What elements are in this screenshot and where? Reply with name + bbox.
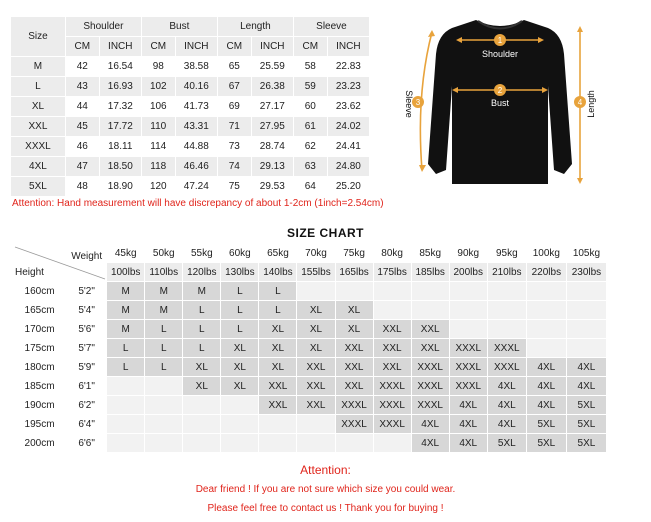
height-cm: 170cm bbox=[13, 320, 67, 339]
size-name: 5XL bbox=[11, 177, 66, 197]
size-cell bbox=[566, 282, 606, 301]
weight-kg-header: 90kg bbox=[449, 244, 487, 263]
weight-kg-header: 105kg bbox=[566, 244, 606, 263]
size-cell bbox=[566, 339, 606, 358]
size-cell: M bbox=[107, 282, 145, 301]
measure-value: 27.95 bbox=[251, 117, 293, 137]
measure-value: 25.20 bbox=[327, 177, 369, 197]
unit-header: CM bbox=[65, 37, 99, 57]
measure-value: 118 bbox=[141, 157, 175, 177]
unit-header: INCH bbox=[327, 37, 369, 57]
size-cell: XL bbox=[297, 320, 335, 339]
size-name: 4XL bbox=[11, 157, 66, 177]
size-cell: 4XL bbox=[526, 358, 566, 377]
size-cell bbox=[259, 434, 297, 453]
weight-kg-header: 70kg bbox=[297, 244, 335, 263]
size-cell bbox=[107, 434, 145, 453]
size-cell: XXL bbox=[335, 358, 373, 377]
weight-lbs-header: 220lbs bbox=[526, 263, 566, 282]
size-name: M bbox=[11, 57, 66, 77]
chart-row bbox=[13, 377, 607, 396]
size-cell: XXL bbox=[297, 377, 335, 396]
height-cm: 165cm bbox=[13, 301, 67, 320]
measure-value: 62 bbox=[293, 137, 327, 157]
measure-value: 22.83 bbox=[327, 57, 369, 77]
measure-value: 63 bbox=[293, 157, 327, 177]
size-cell: XXL bbox=[411, 320, 449, 339]
size-name: XXXL bbox=[11, 137, 66, 157]
bust-label: Bust bbox=[490, 98, 510, 108]
chart-row bbox=[13, 282, 607, 301]
size-cell: XXXL bbox=[335, 396, 373, 415]
size-cell bbox=[145, 434, 183, 453]
size-cell bbox=[221, 434, 259, 453]
size-cell bbox=[183, 434, 221, 453]
size-cell: L bbox=[107, 358, 145, 377]
height-ft: 5'7" bbox=[67, 339, 107, 358]
size-cell bbox=[145, 415, 183, 434]
size-cell: L bbox=[183, 339, 221, 358]
height-ft: 5'6" bbox=[67, 320, 107, 339]
sleeve-number: 3 bbox=[415, 98, 421, 107]
measure-value: 114 bbox=[141, 137, 175, 157]
size-cell: XXXL bbox=[449, 358, 487, 377]
length-arrow bbox=[574, 26, 596, 184]
size-cell bbox=[566, 320, 606, 339]
weight-lbs-header: 110lbs bbox=[145, 263, 183, 282]
chart-row bbox=[13, 415, 607, 434]
measure-row bbox=[11, 157, 370, 177]
weight-lbs-header: 175lbs bbox=[373, 263, 411, 282]
unit-header: INCH bbox=[99, 37, 141, 57]
size-cell: M bbox=[145, 301, 183, 320]
measure-value: 58 bbox=[293, 57, 327, 77]
height-ft: 6'1" bbox=[67, 377, 107, 396]
height-ft: 5'9" bbox=[67, 358, 107, 377]
size-cell: 5XL bbox=[526, 415, 566, 434]
size-cell: L bbox=[221, 301, 259, 320]
measure-value: 44.88 bbox=[175, 137, 217, 157]
weight-lbs-header: 155lbs bbox=[297, 263, 335, 282]
size-cell: XL bbox=[259, 339, 297, 358]
weight-kg-header: 65kg bbox=[259, 244, 297, 263]
size-cell: XXL bbox=[373, 320, 411, 339]
measure-value: 17.72 bbox=[99, 117, 141, 137]
measure-value: 47 bbox=[65, 157, 99, 177]
measure-value: 23.23 bbox=[327, 77, 369, 97]
measure-value: 27.17 bbox=[251, 97, 293, 117]
size-cell: 4XL bbox=[566, 377, 606, 396]
measure-value: 40.16 bbox=[175, 77, 217, 97]
weight-lbs-header: 200lbs bbox=[449, 263, 487, 282]
chart-corner bbox=[13, 244, 107, 282]
measure-value: 44 bbox=[65, 97, 99, 117]
measure-group-length: Length bbox=[217, 17, 293, 37]
measure-value: 18.11 bbox=[99, 137, 141, 157]
measure-value: 67 bbox=[217, 77, 251, 97]
weight-lbs-header: 210lbs bbox=[487, 263, 526, 282]
unit-header: CM bbox=[293, 37, 327, 57]
size-cell: XXL bbox=[373, 339, 411, 358]
chart-kg-row bbox=[13, 244, 607, 263]
measure-value: 41.73 bbox=[175, 97, 217, 117]
size-cell bbox=[297, 415, 335, 434]
size-cell: 4XL bbox=[487, 415, 526, 434]
size-cell: M bbox=[107, 301, 145, 320]
weight-kg-header: 55kg bbox=[183, 244, 221, 263]
footer-line-2: Please feel free to contact us ! Thank you for buying ! bbox=[207, 503, 444, 514]
size-cell: L bbox=[221, 282, 259, 301]
height-ft: 5'4" bbox=[67, 301, 107, 320]
weight-kg-header: 80kg bbox=[373, 244, 411, 263]
size-cell bbox=[221, 396, 259, 415]
size-cell: XL bbox=[335, 301, 373, 320]
size-cell: XL bbox=[259, 320, 297, 339]
size-cell bbox=[259, 415, 297, 434]
size-cell: XXL bbox=[373, 358, 411, 377]
size-cell bbox=[373, 434, 411, 453]
size-cell: 4XL bbox=[487, 396, 526, 415]
weight-kg-header: 75kg bbox=[335, 244, 373, 263]
weight-lbs-header: 100lbs bbox=[107, 263, 145, 282]
size-cell: M bbox=[107, 320, 145, 339]
measure-value: 73 bbox=[217, 137, 251, 157]
measure-value: 47.24 bbox=[175, 177, 217, 197]
size-cell: XXXL bbox=[449, 339, 487, 358]
measure-value: 60 bbox=[293, 97, 327, 117]
size-header: Size bbox=[11, 17, 66, 57]
size-name: L bbox=[11, 77, 66, 97]
measure-value: 28.74 bbox=[251, 137, 293, 157]
size-cell: 4XL bbox=[449, 396, 487, 415]
size-cell: XXL bbox=[335, 339, 373, 358]
size-cell: M bbox=[145, 282, 183, 301]
size-cell bbox=[373, 282, 411, 301]
size-cell: XXXL bbox=[373, 377, 411, 396]
measure-value: 64 bbox=[293, 177, 327, 197]
measure-value: 29.53 bbox=[251, 177, 293, 197]
weight-kg-header: 45kg bbox=[107, 244, 145, 263]
chart-row bbox=[13, 434, 607, 453]
size-cell: XL bbox=[297, 339, 335, 358]
measure-value: 110 bbox=[141, 117, 175, 137]
size-cell bbox=[449, 301, 487, 320]
sleeve-label: Sleeve bbox=[404, 90, 414, 118]
height-cm: 160cm bbox=[13, 282, 67, 301]
measure-value: 43.31 bbox=[175, 117, 217, 137]
size-cell: XXL bbox=[259, 396, 297, 415]
size-cell: 5XL bbox=[566, 396, 606, 415]
weight-lbs-header: 120lbs bbox=[183, 263, 221, 282]
size-cell bbox=[566, 301, 606, 320]
size-cell bbox=[297, 434, 335, 453]
height-axis-label: Height bbox=[15, 266, 44, 278]
height-ft: 6'2" bbox=[67, 396, 107, 415]
size-cell: L bbox=[183, 320, 221, 339]
size-cell bbox=[221, 415, 259, 434]
size-cell: L bbox=[221, 320, 259, 339]
size-cell: L bbox=[145, 339, 183, 358]
size-cell bbox=[487, 301, 526, 320]
size-cell: L bbox=[145, 358, 183, 377]
size-cell bbox=[449, 282, 487, 301]
measure-value: 24.41 bbox=[327, 137, 369, 157]
measure-value: 16.54 bbox=[99, 57, 141, 77]
size-cell: XXL bbox=[297, 358, 335, 377]
size-cell: 5XL bbox=[526, 434, 566, 453]
measure-value: 25.59 bbox=[251, 57, 293, 77]
size-cell bbox=[297, 282, 335, 301]
size-cell bbox=[107, 396, 145, 415]
size-cell: XXL bbox=[335, 377, 373, 396]
unit-header: INCH bbox=[251, 37, 293, 57]
size-cell bbox=[145, 396, 183, 415]
size-cell bbox=[183, 415, 221, 434]
size-cell: XL bbox=[335, 320, 373, 339]
size-cell: 5XL bbox=[566, 434, 606, 453]
size-cell: XL bbox=[259, 358, 297, 377]
size-cell: L bbox=[183, 301, 221, 320]
weight-lbs-header: 185lbs bbox=[411, 263, 449, 282]
size-cell bbox=[335, 434, 373, 453]
measure-value: 74 bbox=[217, 157, 251, 177]
chart-row bbox=[13, 339, 607, 358]
size-cell: XL bbox=[221, 377, 259, 396]
size-cell: 4XL bbox=[487, 377, 526, 396]
size-cell bbox=[526, 320, 566, 339]
size-cell bbox=[335, 282, 373, 301]
size-cell: XXXL bbox=[411, 396, 449, 415]
weight-kg-header: 85kg bbox=[411, 244, 449, 263]
shoulder-label: Shoulder bbox=[481, 49, 519, 59]
weight-kg-header: 100kg bbox=[526, 244, 566, 263]
size-cell: M bbox=[183, 282, 221, 301]
weight-kg-header: 50kg bbox=[145, 244, 183, 263]
size-cell: 4XL bbox=[449, 415, 487, 434]
measure-value: 71 bbox=[217, 117, 251, 137]
measure-value: 29.13 bbox=[251, 157, 293, 177]
size-name: XXL bbox=[11, 117, 66, 137]
chart-row bbox=[13, 320, 607, 339]
footer-line-1: Dear friend ! If you are not sure which size you could wear. bbox=[195, 484, 456, 495]
size-cell bbox=[107, 415, 145, 434]
size-cell: 4XL bbox=[411, 434, 449, 453]
height-ft: 6'6" bbox=[67, 434, 107, 453]
size-cell: XXXL bbox=[373, 396, 411, 415]
sweater-diagram bbox=[398, 14, 603, 194]
size-cell bbox=[487, 282, 526, 301]
size-cell: XXL bbox=[297, 396, 335, 415]
size-cell bbox=[107, 377, 145, 396]
size-cell bbox=[411, 282, 449, 301]
size-cell bbox=[526, 339, 566, 358]
measure-value: 42 bbox=[65, 57, 99, 77]
measure-value: 38.58 bbox=[175, 57, 217, 77]
size-cell: 4XL bbox=[526, 396, 566, 415]
height-ft: 5'2" bbox=[67, 282, 107, 301]
size-cell: XL bbox=[297, 301, 335, 320]
size-cell: 4XL bbox=[526, 377, 566, 396]
size-cell: XL bbox=[183, 377, 221, 396]
height-cm: 180cm bbox=[13, 358, 67, 377]
weight-lbs-header: 165lbs bbox=[335, 263, 373, 282]
measure-value: 43 bbox=[65, 77, 99, 97]
measure-row bbox=[11, 97, 370, 117]
size-cell bbox=[526, 282, 566, 301]
size-cell: XXXL bbox=[411, 358, 449, 377]
measure-value: 17.32 bbox=[99, 97, 141, 117]
weight-axis-label: Weight bbox=[71, 250, 103, 262]
size-cell: XXXL bbox=[487, 358, 526, 377]
size-cell bbox=[373, 301, 411, 320]
measure-value: 75 bbox=[217, 177, 251, 197]
measure-header-row bbox=[11, 17, 370, 37]
measure-value: 69 bbox=[217, 97, 251, 117]
unit-header: INCH bbox=[175, 37, 217, 57]
measure-value: 98 bbox=[141, 57, 175, 77]
measure-row bbox=[11, 57, 370, 77]
measure-row bbox=[11, 117, 370, 137]
measure-value: 45 bbox=[65, 117, 99, 137]
chart-row bbox=[13, 358, 607, 377]
measure-value: 23.62 bbox=[327, 97, 369, 117]
chart-row bbox=[13, 396, 607, 415]
weight-kg-header: 95kg bbox=[487, 244, 526, 263]
measure-value: 18.50 bbox=[99, 157, 141, 177]
size-cell: 5XL bbox=[487, 434, 526, 453]
size-cell bbox=[526, 301, 566, 320]
height-cm: 185cm bbox=[13, 377, 67, 396]
measure-value: 61 bbox=[293, 117, 327, 137]
size-cell bbox=[145, 377, 183, 396]
height-cm: 190cm bbox=[13, 396, 67, 415]
height-cm: 200cm bbox=[13, 434, 67, 453]
measure-value: 65 bbox=[217, 57, 251, 77]
weight-lbs-header: 140lbs bbox=[259, 263, 297, 282]
length-number: 4 bbox=[577, 98, 583, 107]
size-cell: XXL bbox=[411, 339, 449, 358]
measure-value: 18.90 bbox=[99, 177, 141, 197]
size-cell bbox=[487, 320, 526, 339]
weight-lbs-header: 230lbs bbox=[566, 263, 606, 282]
length-label: Length bbox=[586, 90, 596, 118]
measure-value: 48 bbox=[65, 177, 99, 197]
size-cell: 5XL bbox=[566, 415, 606, 434]
measure-value: 59 bbox=[293, 77, 327, 97]
size-cell bbox=[411, 301, 449, 320]
height-cm: 175cm bbox=[13, 339, 67, 358]
measurement-attention-note: Attention: Hand measurement will have discrepancy of about 1-2cm (1inch=2.54cm) bbox=[12, 198, 384, 209]
measure-value: 16.93 bbox=[99, 77, 141, 97]
measure-value: 102 bbox=[141, 77, 175, 97]
size-cell: XXXL bbox=[411, 377, 449, 396]
size-chart-title: SIZE CHART bbox=[287, 226, 364, 240]
measure-value: 46 bbox=[65, 137, 99, 157]
size-cell: XXXL bbox=[335, 415, 373, 434]
weight-lbs-header: 130lbs bbox=[221, 263, 259, 282]
bust-number: 2 bbox=[497, 86, 503, 95]
measure-value: 26.38 bbox=[251, 77, 293, 97]
measure-row bbox=[11, 137, 370, 157]
measure-value: 46.46 bbox=[175, 157, 217, 177]
measure-value: 106 bbox=[141, 97, 175, 117]
weight-kg-header: 60kg bbox=[221, 244, 259, 263]
size-cell: XXXL bbox=[487, 339, 526, 358]
measure-value: 24.02 bbox=[327, 117, 369, 137]
size-cell bbox=[183, 396, 221, 415]
size-cell: L bbox=[107, 339, 145, 358]
size-cell bbox=[449, 320, 487, 339]
measure-group-sleeve: Sleeve bbox=[293, 17, 369, 37]
height-ft: 6'4" bbox=[67, 415, 107, 434]
measurement-table bbox=[10, 16, 370, 197]
size-cell: 4XL bbox=[449, 434, 487, 453]
size-cell: L bbox=[145, 320, 183, 339]
measure-row bbox=[11, 177, 370, 197]
footer-attention-title: Attention: bbox=[300, 463, 351, 477]
size-name: XL bbox=[11, 97, 66, 117]
size-cell: XXL bbox=[259, 377, 297, 396]
unit-header: CM bbox=[217, 37, 251, 57]
size-cell: L bbox=[259, 282, 297, 301]
size-cell: XL bbox=[221, 339, 259, 358]
size-cell: L bbox=[259, 301, 297, 320]
chart-row bbox=[13, 301, 607, 320]
size-cell: XXXL bbox=[373, 415, 411, 434]
size-cell: XXXL bbox=[449, 377, 487, 396]
measure-value: 24.80 bbox=[327, 157, 369, 177]
height-cm: 195cm bbox=[13, 415, 67, 434]
shoulder-number: 1 bbox=[497, 36, 503, 45]
measure-value: 120 bbox=[141, 177, 175, 197]
size-cell: 4XL bbox=[566, 358, 606, 377]
size-cell: XL bbox=[221, 358, 259, 377]
unit-header: CM bbox=[141, 37, 175, 57]
measure-group-shoulder: Shoulder bbox=[65, 17, 141, 37]
size-chart-table bbox=[12, 243, 607, 453]
measure-row bbox=[11, 77, 370, 97]
measure-group-bust: Bust bbox=[141, 17, 217, 37]
size-cell: XL bbox=[183, 358, 221, 377]
size-cell: 4XL bbox=[411, 415, 449, 434]
